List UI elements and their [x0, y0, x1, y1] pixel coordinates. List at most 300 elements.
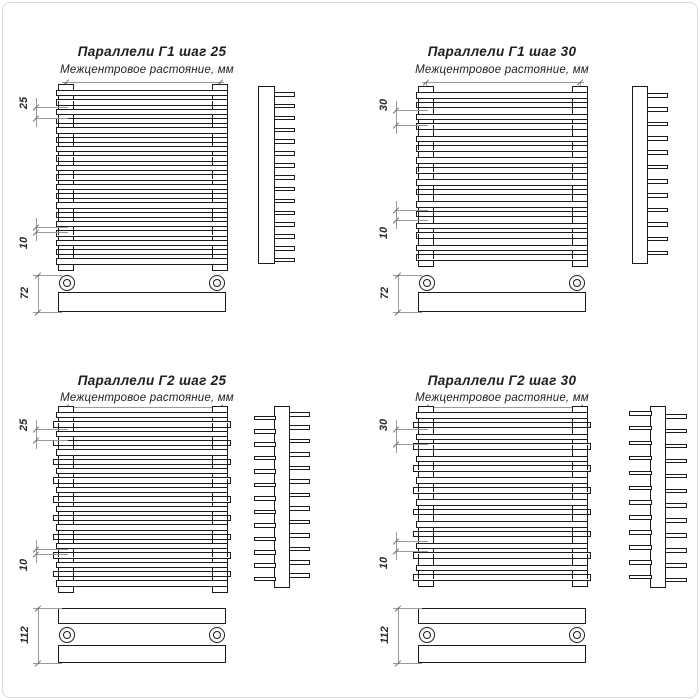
panel-title: Параллели Г2 шаг 25 — [77, 373, 227, 388]
gap-extension-line — [396, 210, 428, 211]
side-tooth-left — [254, 456, 276, 461]
riser-edge-overlay — [433, 510, 434, 514]
gap-extension-line — [36, 549, 68, 550]
side-tooth-right — [665, 578, 688, 583]
riser-edge-overlay — [73, 516, 74, 520]
center-distance-label: Межцентровое растояние, мм — [415, 64, 589, 76]
riser-edge-overlay — [433, 103, 434, 107]
tube-bar — [56, 580, 228, 586]
riser-edge-overlay — [587, 190, 588, 194]
riser-edge-overlay — [227, 250, 228, 254]
side-tooth-right — [289, 425, 311, 430]
riser-edge-overlay — [587, 466, 588, 470]
tube-bar — [413, 465, 591, 472]
gap-extension-line — [396, 551, 428, 552]
side-tooth-right — [647, 193, 669, 198]
gap-extension-line — [36, 554, 68, 555]
riser-edge-overlay — [418, 554, 419, 558]
tube-bar — [416, 167, 588, 174]
tube-bar — [56, 449, 228, 455]
riser-edge-overlay — [433, 532, 434, 536]
tube-bar — [56, 165, 228, 171]
sheet-border — [2, 2, 698, 698]
tube-bar — [56, 487, 228, 493]
riser-edge-overlay — [73, 553, 74, 557]
riser-edge-overlay — [212, 194, 213, 198]
tube-bar — [416, 499, 588, 506]
pitch-dim-line — [396, 101, 397, 134]
pitch-extension-line — [396, 444, 428, 445]
side-tooth-right — [274, 234, 296, 239]
riser-edge-overlay — [433, 423, 434, 427]
side-tooth-right — [274, 116, 296, 121]
depth-dimension-label: 112 — [379, 626, 391, 644]
tube-bar — [56, 431, 228, 437]
side-tooth-right — [274, 104, 296, 109]
side-tooth-right — [665, 429, 688, 434]
side-tooth-right — [289, 573, 311, 578]
riser-edge-overlay — [212, 479, 213, 483]
center-distance-dim-line — [62, 407, 224, 408]
riser-edge-overlay — [572, 168, 573, 172]
tube-bar — [413, 487, 591, 494]
riser-edge-overlay — [418, 532, 419, 536]
riser-edge-overlay — [73, 423, 74, 427]
riser-edge-overlay — [212, 516, 213, 520]
riser-edge-overlay — [572, 423, 573, 427]
side-tooth-right — [274, 187, 296, 192]
riser-edge-overlay — [572, 212, 573, 216]
side-tooth-right — [647, 208, 669, 213]
riser-edge-overlay — [587, 510, 588, 514]
side-tooth-right — [289, 412, 311, 417]
side-tooth-right — [274, 128, 296, 133]
riser-edge-overlay — [73, 250, 74, 254]
tube-bar — [416, 179, 588, 186]
gap-extension-line — [396, 220, 428, 221]
riser-edge-overlay — [73, 479, 74, 483]
side-tooth-left — [629, 515, 652, 520]
riser-edge-overlay — [433, 575, 434, 579]
riser-edge-overlay — [418, 445, 419, 449]
depth-dimension-label: 72 — [19, 286, 31, 300]
riser-edge-overlay — [572, 125, 573, 129]
riser-edge-overlay — [418, 103, 419, 107]
pitch-dim-line — [396, 420, 397, 453]
tube-bar — [413, 574, 591, 581]
side-tooth-left — [254, 510, 276, 515]
riser-edge-overlay — [572, 488, 573, 492]
center-distance-label: Межцентровое растояние, мм — [415, 392, 589, 404]
riser-edge-overlay — [212, 572, 213, 576]
side-tooth-right — [647, 93, 669, 98]
side-tooth-right — [647, 222, 669, 227]
side-tooth-right — [274, 175, 296, 180]
center-distance-dim-line — [422, 407, 584, 408]
side-tooth-right — [289, 547, 311, 552]
side-tooth-left — [629, 500, 652, 505]
center-distance-dim-line — [422, 82, 584, 83]
side-tooth-right — [274, 92, 296, 97]
tube-bar — [53, 515, 231, 521]
tube-bar — [416, 92, 588, 99]
riser-edge-overlay — [58, 138, 59, 142]
side-tooth-left — [254, 550, 276, 555]
gap-extension-line — [36, 227, 68, 228]
riser-edge-overlay — [58, 250, 59, 254]
gap-dimension-label: 10 — [18, 236, 30, 250]
depth-dim-line — [398, 608, 399, 663]
riser-edge-overlay — [572, 554, 573, 558]
tube-bar — [56, 174, 228, 180]
tube-bar — [416, 123, 588, 130]
side-tooth-right — [665, 474, 688, 479]
pitch-extension-line — [396, 429, 428, 430]
tube-bar — [416, 434, 588, 441]
side-tooth-left — [629, 411, 652, 416]
depth-dim-line — [38, 275, 39, 312]
tube-bar — [53, 534, 231, 540]
side-tooth-right — [289, 560, 311, 565]
riser-edge-overlay — [418, 212, 419, 216]
gap-dimension-label: 10 — [378, 226, 390, 240]
side-tooth-right — [274, 163, 296, 168]
riser-edge-overlay — [58, 460, 59, 464]
side-tooth-right — [665, 548, 688, 553]
riser-edge-overlay — [212, 175, 213, 179]
riser-edge-overlay — [73, 138, 74, 142]
side-tooth-right — [289, 493, 311, 498]
tube-bar — [56, 221, 228, 227]
side-tooth-right — [289, 506, 311, 511]
side-tooth-right — [647, 179, 669, 184]
bottom-collector-body — [58, 645, 226, 663]
riser-edge-overlay — [418, 168, 419, 172]
pitch-dim-line — [36, 420, 37, 449]
tube-bar — [53, 552, 231, 558]
side-tooth-right — [647, 122, 669, 127]
tube-bar — [53, 421, 231, 427]
tube-bar — [53, 440, 231, 446]
riser-edge-overlay — [212, 535, 213, 539]
bottom-collector-body — [58, 292, 226, 312]
riser-edge-overlay — [227, 175, 228, 179]
riser-edge-overlay — [227, 194, 228, 198]
riser-edge-overlay — [433, 255, 434, 259]
tube-bar — [56, 99, 228, 105]
tube-bar — [416, 136, 588, 143]
riser-edge-overlay — [73, 441, 74, 445]
side-tooth-right — [647, 136, 669, 141]
riser-edge-overlay — [212, 460, 213, 464]
riser-edge-overlay — [58, 572, 59, 576]
depth-dim-line — [398, 275, 399, 312]
riser-edge-overlay — [227, 138, 228, 142]
side-tooth-left — [254, 442, 276, 447]
bottom-collector-body — [418, 645, 586, 663]
riser-edge-overlay — [587, 125, 588, 129]
tube-bar — [416, 232, 588, 239]
riser-edge-overlay — [587, 146, 588, 150]
panel-title: Параллели Г1 шаг 25 — [77, 44, 227, 59]
tube-bar — [56, 412, 228, 418]
pitch-extension-line — [36, 118, 68, 119]
riser-edge-overlay — [58, 101, 59, 105]
side-tooth-left — [254, 469, 276, 474]
riser-edge-overlay — [433, 234, 434, 238]
riser-edge-overlay — [212, 250, 213, 254]
riser-edge-overlay — [587, 168, 588, 172]
riser-edge-overlay — [73, 572, 74, 576]
riser-edge-overlay — [227, 157, 228, 161]
side-tooth-right — [665, 459, 688, 464]
bottom-collector-body — [58, 608, 226, 624]
riser-edge-overlay — [572, 445, 573, 449]
riser-edge-overlay — [212, 497, 213, 501]
side-tooth-left — [254, 429, 276, 434]
side-tooth-left — [254, 537, 276, 542]
tube-bar — [56, 468, 228, 474]
riser-edge-overlay — [227, 572, 228, 576]
riser-edge-overlay — [227, 423, 228, 427]
riser-edge-overlay — [212, 138, 213, 142]
pitch-extension-line — [36, 440, 68, 441]
riser-edge-overlay — [58, 479, 59, 483]
riser-edge-overlay — [433, 125, 434, 129]
tube-bar — [416, 245, 588, 252]
side-tooth-left — [629, 456, 652, 461]
riser-edge-overlay — [572, 466, 573, 470]
riser-edge-overlay — [433, 212, 434, 216]
gap-dim-line — [396, 532, 397, 560]
riser-edge-overlay — [587, 445, 588, 449]
pitch-extension-line — [396, 110, 428, 111]
tube-bar — [53, 571, 231, 577]
riser-edge-overlay — [58, 157, 59, 161]
side-tooth-left — [629, 560, 652, 565]
riser-edge-overlay — [58, 194, 59, 198]
side-tooth-left — [254, 523, 276, 528]
side-collector-column — [258, 86, 275, 264]
tube-bar — [416, 412, 588, 419]
riser-edge-overlay — [587, 575, 588, 579]
riser-edge-overlay — [227, 516, 228, 520]
riser-edge-overlay — [227, 460, 228, 464]
center-distance-label: Межцентровое растояние, мм — [60, 64, 234, 76]
tube-bar — [53, 477, 231, 483]
side-tooth-right — [665, 563, 688, 568]
pitch-dim-line — [36, 98, 37, 127]
side-tooth-left — [254, 496, 276, 501]
tube-bar — [413, 552, 591, 559]
tube-bar — [413, 531, 591, 538]
tube-bar — [56, 543, 228, 549]
riser-edge-overlay — [587, 234, 588, 238]
tube-bar — [416, 565, 588, 572]
gap-dimension-label: 10 — [18, 558, 30, 572]
side-tooth-right — [289, 520, 311, 525]
tube-bar — [416, 254, 588, 261]
riser-edge-overlay — [433, 554, 434, 558]
riser-edge-overlay — [433, 445, 434, 449]
tube-bar — [416, 521, 588, 528]
riser-edge-overlay — [58, 423, 59, 427]
side-tooth-right — [274, 211, 296, 216]
riser-edge-overlay — [73, 460, 74, 464]
riser-edge-overlay — [587, 488, 588, 492]
side-tooth-right — [274, 199, 296, 204]
side-tooth-right — [665, 414, 688, 419]
riser-edge-overlay — [418, 234, 419, 238]
tube-bar — [56, 249, 228, 255]
side-tooth-left — [629, 441, 652, 446]
riser-edge-overlay — [572, 510, 573, 514]
riser-edge-overlay — [227, 231, 228, 235]
side-tooth-left — [629, 471, 652, 476]
riser-edge-overlay — [73, 157, 74, 161]
tube-bar — [416, 456, 588, 463]
riser-edge-overlay — [58, 516, 59, 520]
tube-bar — [413, 443, 591, 450]
riser-edge-overlay — [73, 535, 74, 539]
riser-edge-overlay — [212, 441, 213, 445]
tube-bar — [416, 157, 588, 164]
riser-edge-overlay — [433, 146, 434, 150]
riser-edge-overlay — [418, 190, 419, 194]
side-tooth-left — [254, 483, 276, 488]
riser-edge-overlay — [572, 532, 573, 536]
tube-bar — [56, 155, 228, 161]
riser-edge-overlay — [587, 255, 588, 259]
riser-edge-overlay — [58, 441, 59, 445]
riser-edge-overlay — [572, 234, 573, 238]
riser-edge-overlay — [227, 441, 228, 445]
riser-edge-overlay — [572, 255, 573, 259]
riser-column — [418, 406, 434, 588]
side-tooth-left — [629, 486, 652, 491]
gap-dim-line — [396, 201, 397, 229]
riser-edge-overlay — [433, 190, 434, 194]
riser-edge-overlay — [227, 479, 228, 483]
side-tooth-right — [274, 151, 296, 156]
tube-bar — [56, 146, 228, 152]
tube-bar — [56, 506, 228, 512]
riser-edge-overlay — [227, 213, 228, 217]
tube-bar — [56, 524, 228, 530]
depth-dimension-label: 72 — [379, 286, 391, 300]
riser-edge-overlay — [212, 553, 213, 557]
pitch-dimension-label: 25 — [18, 418, 30, 432]
panel-title: Параллели Г1 шаг 30 — [427, 44, 577, 59]
riser-edge-overlay — [572, 146, 573, 150]
side-tooth-right — [665, 518, 688, 523]
riser-edge-overlay — [212, 213, 213, 217]
side-tooth-right — [289, 452, 311, 457]
tube-bar — [56, 184, 228, 190]
riser-edge-overlay — [58, 213, 59, 217]
riser-edge-overlay — [58, 175, 59, 179]
tube-bar — [416, 543, 588, 550]
tube-bar — [416, 201, 588, 208]
side-tooth-left — [629, 530, 652, 535]
side-tooth-right — [274, 139, 296, 144]
pitch-dimension-label: 30 — [378, 98, 390, 112]
tube-bar — [416, 477, 588, 484]
side-tooth-right — [289, 479, 311, 484]
side-tooth-left — [629, 426, 652, 431]
riser-edge-overlay — [587, 103, 588, 107]
pitch-dimension-label: 30 — [378, 418, 390, 432]
riser-edge-overlay — [73, 119, 74, 123]
pitch-extension-line — [36, 107, 68, 108]
riser-edge-overlay — [73, 497, 74, 501]
tube-bar — [56, 137, 228, 143]
riser-edge-overlay — [587, 532, 588, 536]
center-distance-dim-line — [62, 82, 224, 83]
tube-bar — [56, 258, 228, 264]
side-tooth-right — [665, 444, 688, 449]
riser-edge-overlay — [227, 101, 228, 105]
center-distance-label: Межцентровое растояние, мм — [60, 392, 234, 404]
side-tooth-right — [289, 533, 311, 538]
tube-bar — [53, 459, 231, 465]
riser-edge-overlay — [418, 575, 419, 579]
side-tooth-right — [647, 165, 669, 170]
side-tooth-right — [274, 246, 296, 251]
depth-dim-line — [38, 608, 39, 663]
tube-bar — [56, 202, 228, 208]
tube-bar — [416, 114, 588, 121]
side-tooth-right — [289, 466, 311, 471]
side-tooth-left — [254, 577, 276, 582]
riser-edge-overlay — [227, 535, 228, 539]
riser-edge-overlay — [433, 488, 434, 492]
tube-bar — [56, 109, 228, 115]
tube-bar — [56, 240, 228, 246]
bottom-collector-body — [418, 608, 586, 624]
side-tooth-right — [665, 533, 688, 538]
tube-bar — [416, 211, 588, 218]
side-tooth-left — [254, 416, 276, 421]
tube-bar — [56, 212, 228, 218]
tube-bar — [416, 223, 588, 230]
tube-bar — [56, 562, 228, 568]
riser-edge-overlay — [587, 554, 588, 558]
riser-edge-overlay — [212, 157, 213, 161]
tube-bar — [53, 496, 231, 502]
riser-edge-overlay — [73, 213, 74, 217]
riser-edge-overlay — [227, 497, 228, 501]
riser-edge-overlay — [212, 101, 213, 105]
riser-edge-overlay — [433, 168, 434, 172]
gap-extension-line — [396, 541, 428, 542]
riser-column — [418, 86, 434, 268]
riser-edge-overlay — [58, 535, 59, 539]
riser-edge-overlay — [572, 190, 573, 194]
riser-edge-overlay — [58, 119, 59, 123]
riser-edge-overlay — [433, 466, 434, 470]
pitch-dimension-label: 25 — [18, 96, 30, 110]
tube-bar — [56, 230, 228, 236]
pitch-extension-line — [36, 429, 68, 430]
riser-edge-overlay — [572, 575, 573, 579]
side-tooth-right — [274, 258, 296, 263]
side-tooth-right — [647, 107, 669, 112]
side-tooth-left — [629, 575, 652, 580]
side-tooth-right — [289, 439, 311, 444]
riser-edge-overlay — [212, 231, 213, 235]
panel-title: Параллели Г2 шаг 30 — [427, 373, 577, 388]
